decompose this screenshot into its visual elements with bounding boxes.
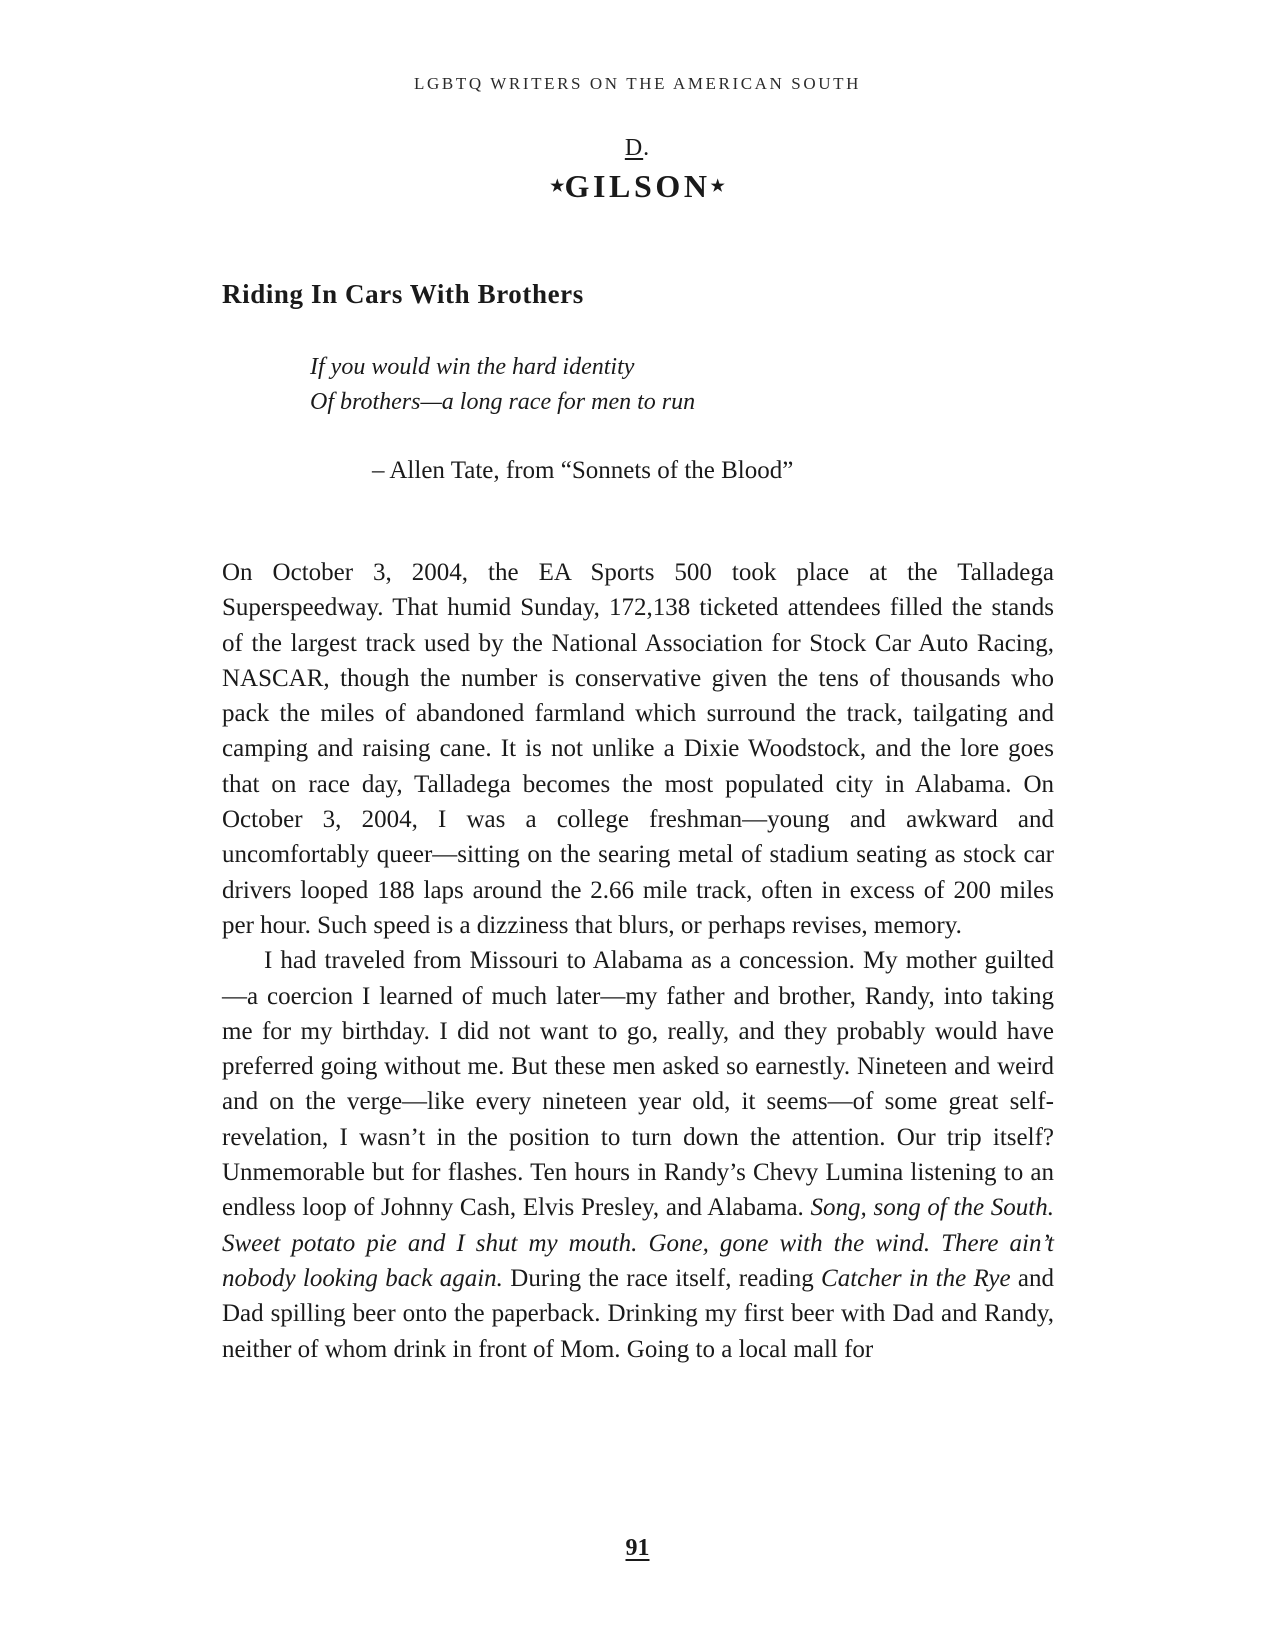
author-surname-text: GILSON: [564, 168, 711, 204]
star-icon: ★: [550, 178, 565, 195]
author-initial: D.: [624, 135, 651, 161]
epigraph: [310, 350, 695, 420]
page-number: 91: [625, 1535, 650, 1561]
star-icon: ★: [710, 178, 725, 195]
essay-title: Riding In Cars With Brothers: [222, 279, 584, 309]
paragraph: I had traveled from Missouri to Alabama as a concession. My mother guilted—a coercion I learned of much later—my father and brother, Randy, into taking me for my birthday. I did not want to go, really, and they probably would have preferred going without me. But these men asked so earnestly. Nineteen and weird and on the verge—like every nineteen year old, it seems—of some great self-revelation, I wasn’t in the position to turn down the attention. Our trip itself? Unmemorable but for flashes. Ten hours in Randy’s Chevy Lumina listening to an endless loop of Johnny Cash, Elvis Presley, and Alabama. Song, song of the South. Sweet potato pie and I shut my mouth. Gone, gone with the wind. There ain’t nobody looking back again. During the race itself, reading Catcher in the Rye and Dad spilling beer onto the paperback. Drinking my first beer with Dad and Randy, neither of whom drink in front of Mom. Going to a local mall for: [222, 947, 1054, 1363]
song-lyrics: Song, song of the South. Sweet potato pie and I shut my mouth. Gone, gone with the wind. There ain’t nobody looking back again.: [222, 1194, 1054, 1292]
body-text: [222, 555, 1054, 1367]
author-block: [0, 132, 1275, 207]
running-head: LGBTQ WRITERS ON THE AMERICAN SOUTH: [414, 74, 861, 93]
author-surname: [0, 166, 1275, 207]
epigraph-line: If you would win the hard identity: [310, 354, 635, 380]
epigraph-line: Of brothers—a long race for men to run: [310, 389, 696, 415]
epigraph-attribution: – Allen Tate, from “Sonnets of the Blood”: [372, 457, 794, 484]
book-title: Catcher in the Rye: [821, 1264, 1011, 1292]
paragraph: On October 3, 2004, the EA Sports 500 took place at the Talladega Superspeedway. That humid Sunday, 172,138 ticketed attendees filled the stands of the largest track used by the National Association for Stock Car Auto Racing, NASCAR, though the number is conservative given the tens of thousands who pack the miles of abandoned farmland which surround the track, tailgating and camping and raising cane. It is not unlike a Dixie Woodstock, and the lore goes that on race day, Talladega becomes the most populated city in Alabama. On October 3, 2004, I was a college freshman—young and awkward and uncomfortably queer—sitting on the searing metal of stadium seating as stock car drivers looped 188 laps around the 2.66 mile track, often in excess of 200 miles per hour. Such speed is a dizziness that blurs, or perhaps revises, memory.: [222, 559, 1054, 939]
